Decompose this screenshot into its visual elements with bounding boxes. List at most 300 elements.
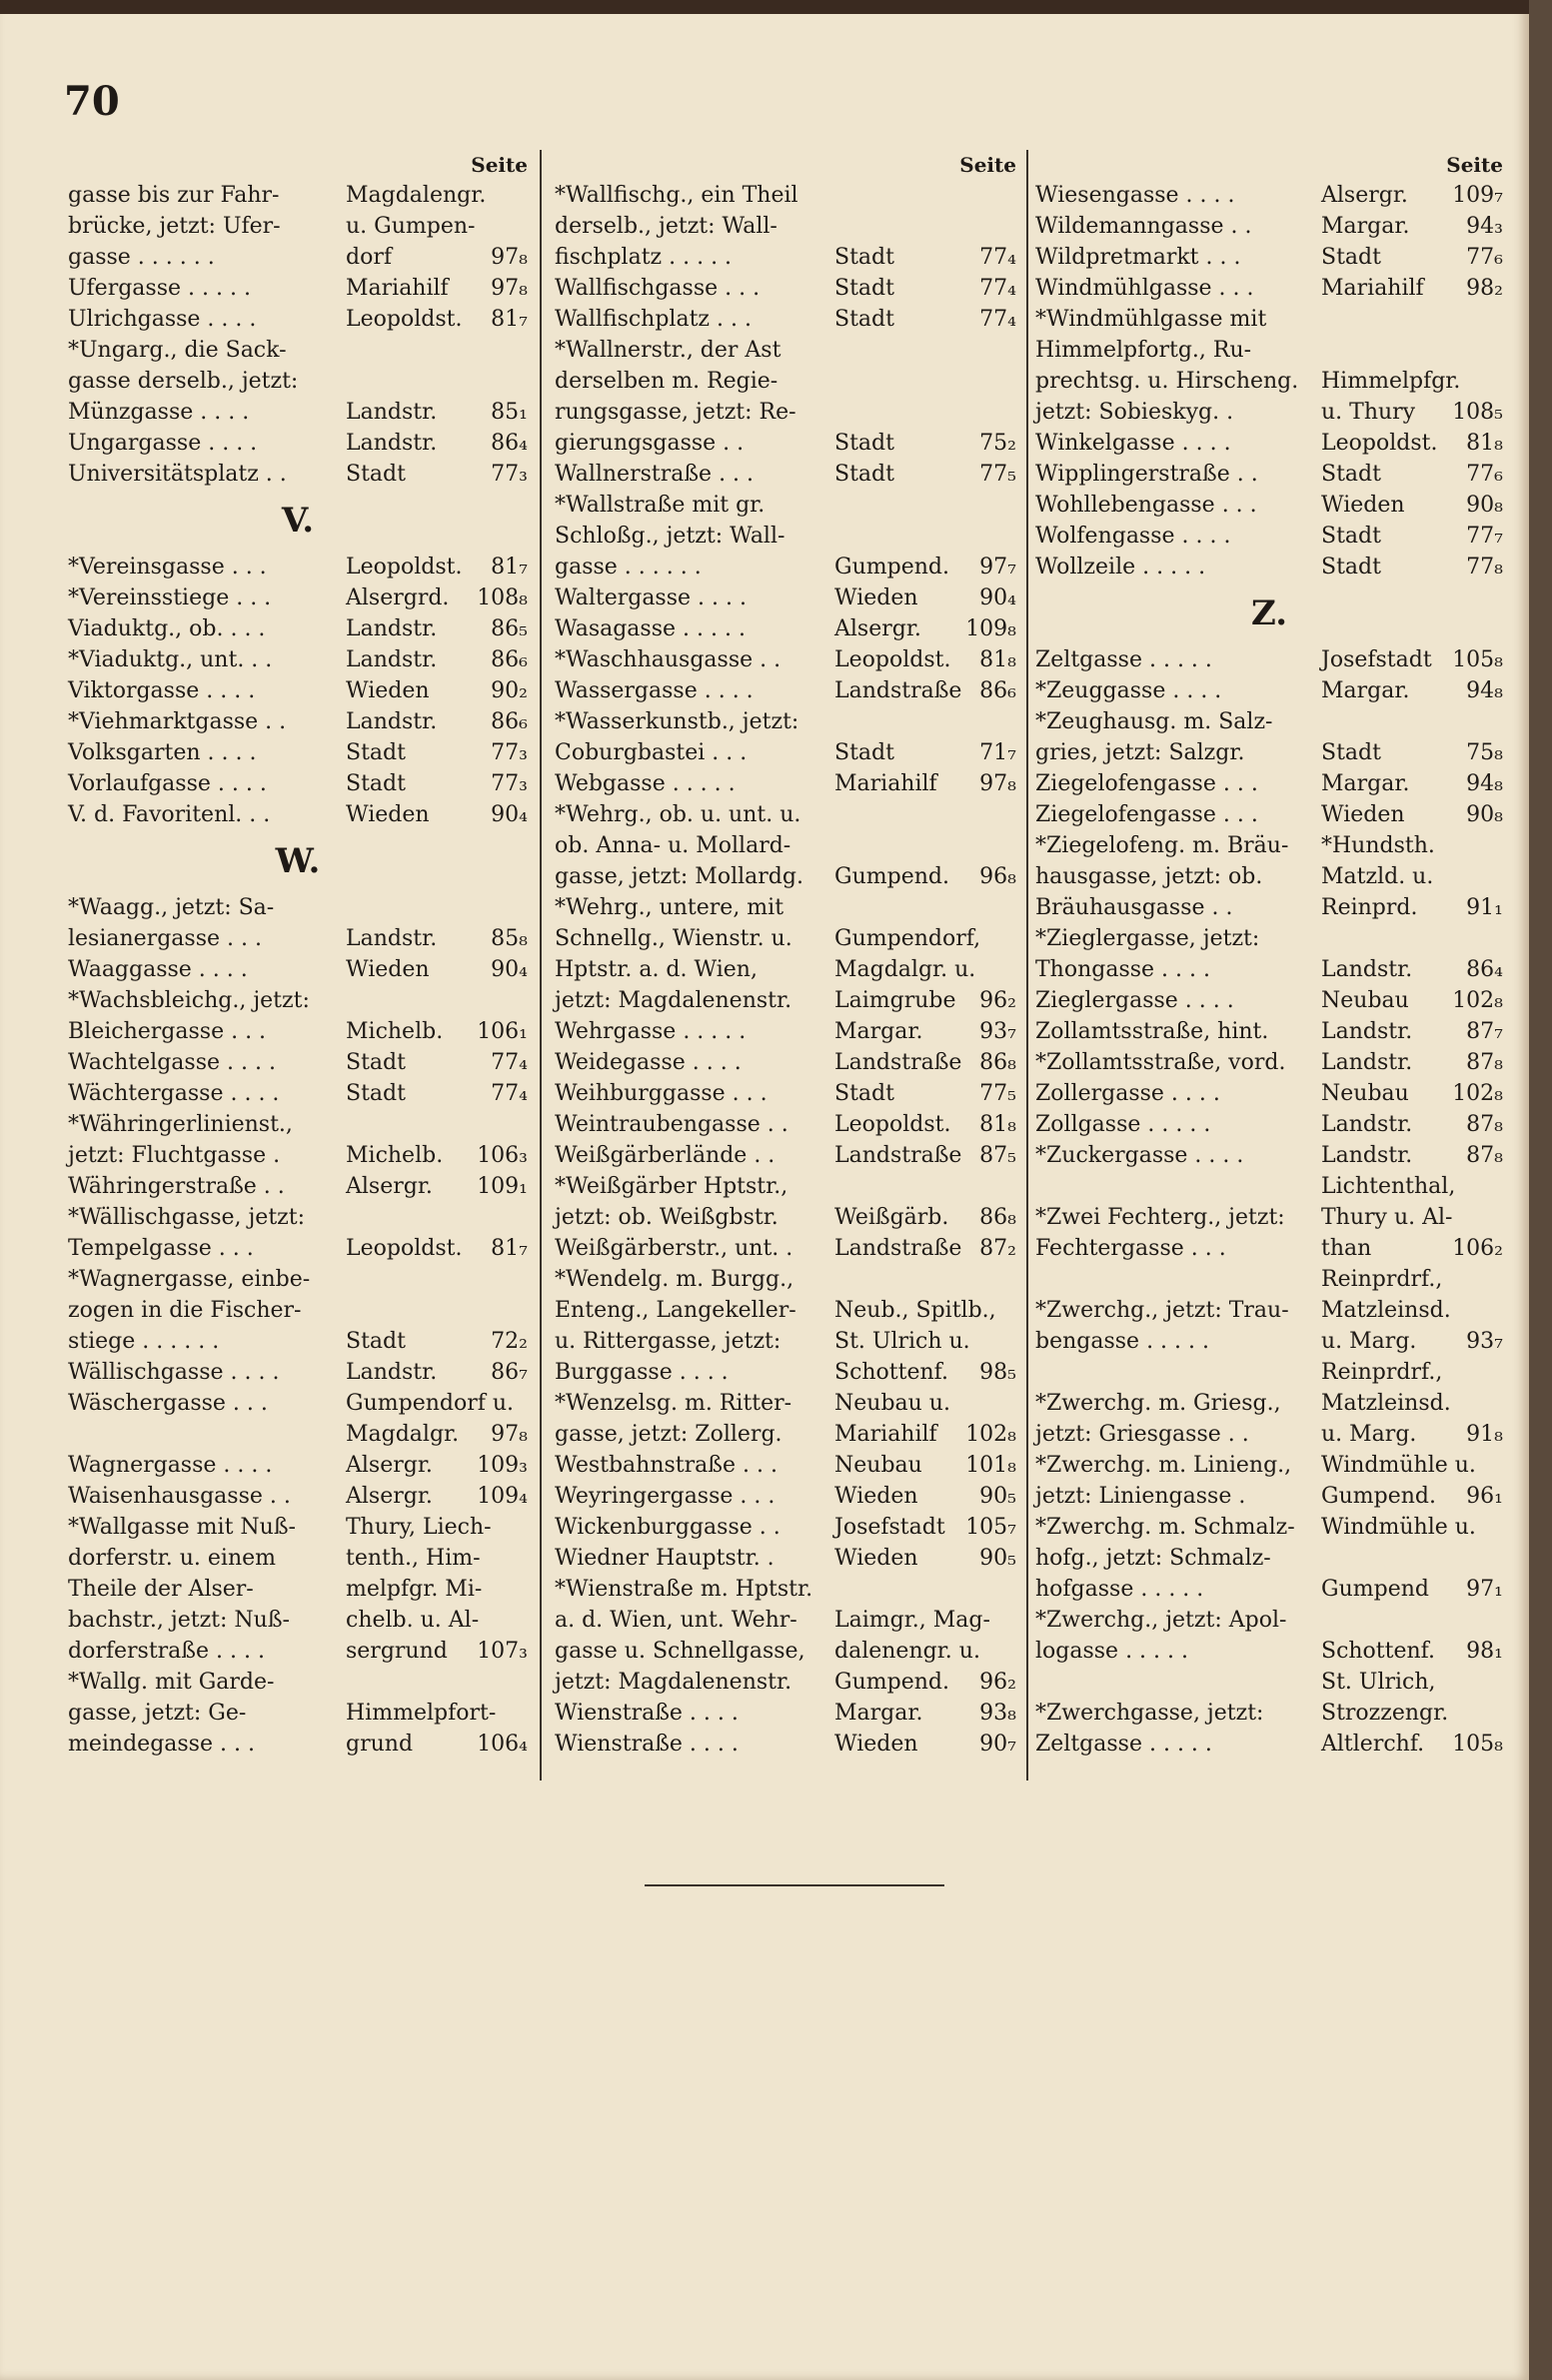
index-entry — [68, 644, 528, 675]
street-name: *Wallg. mit Garde- — [68, 1670, 275, 1695]
district-name: Weißgärb. — [834, 1205, 949, 1230]
street-name: bachstr., jetzt: Nuß- — [68, 1608, 290, 1633]
street-name: derselben m. Regie- — [555, 369, 778, 394]
index-entry — [555, 706, 1016, 737]
street-name: Windmühlgasse . . . — [1035, 276, 1254, 301]
index-entry — [68, 737, 528, 768]
street-name: rungsgasse, jetzt: Re- — [555, 400, 796, 425]
street-name: Schloßg., jetzt: Wall- — [555, 524, 785, 549]
street-name: Fechtergasse . . . — [1035, 1236, 1226, 1261]
index-entry — [555, 1264, 1016, 1295]
street-name: Wagnergasse . . . . — [68, 1453, 273, 1478]
district-name: sergrund — [346, 1639, 448, 1664]
street-name: Ungargasse . . . . — [68, 431, 258, 456]
index-entry — [68, 1419, 528, 1450]
street-name: *Ungarg., die Sack- — [68, 338, 287, 363]
street-name: ob. Anna- u. Mollard- — [555, 833, 791, 858]
street-name: Westbahnstraße . . . — [555, 1453, 777, 1478]
index-entry — [68, 892, 528, 923]
page-reference: 71₇ — [979, 740, 1016, 765]
index-entry — [555, 1729, 1016, 1760]
index-entry — [555, 799, 1016, 830]
district-name: Windmühle u. — [1321, 1515, 1476, 1540]
district-name: chelb. u. Al- — [346, 1608, 480, 1633]
street-name: derselb., jetzt: Wall- — [555, 214, 777, 239]
district-name: Stadt — [1321, 462, 1381, 487]
street-name: zogen in die Fischer- — [68, 1298, 302, 1323]
index-entry — [555, 366, 1016, 397]
page-reference: 96₈ — [979, 864, 1016, 889]
street-name: gasse . . . . . . — [555, 555, 702, 580]
street-name: jetzt: Griesgasse . . — [1035, 1422, 1249, 1447]
index-entry — [68, 1667, 528, 1698]
district-name: Landstr. — [346, 926, 438, 951]
street-name: Ziegelofengasse . . . — [1035, 771, 1258, 796]
index-entry — [555, 1047, 1016, 1078]
district-name: Altlerchf. — [1321, 1732, 1425, 1757]
index-entry — [555, 335, 1016, 366]
index-entry — [68, 552, 528, 583]
district-name: melpfgr. Mi- — [346, 1577, 483, 1602]
street-name: Zeltgasse . . . . . — [1035, 1732, 1212, 1757]
end-rule — [645, 1884, 944, 1886]
street-name: Universitätsplatz . . — [68, 462, 287, 487]
page-reference: 77₄ — [979, 276, 1016, 301]
page-reference: 86₈ — [979, 1205, 1016, 1230]
index-entry — [555, 1326, 1016, 1357]
street-name: meindegasse . . . — [68, 1732, 255, 1757]
street-name: *Wallgasse mit Nuß- — [68, 1515, 296, 1540]
district-name: Leopoldst. — [834, 1112, 951, 1137]
street-name: Volksgarten . . . . — [68, 740, 257, 765]
district-name: u. Thury — [1321, 400, 1416, 425]
street-name: Wiesengasse . . . . — [1035, 183, 1235, 208]
street-name: Zollamtsstraße, hint. — [1035, 1019, 1269, 1044]
index-entry — [1035, 1419, 1503, 1450]
street-name: Wienstraße . . . . — [555, 1701, 739, 1726]
district-name: Reinprd. — [1321, 895, 1418, 920]
district-name: Landstr. — [1321, 1050, 1413, 1075]
district-name: Mariahilf — [834, 1422, 937, 1447]
street-name: Zeltgasse . . . . . — [1035, 647, 1212, 672]
index-entry — [68, 335, 528, 366]
district-name: Stadt — [834, 462, 894, 487]
district-name: Landstraße — [834, 1236, 962, 1261]
district-name: Himmelpfgr. — [1321, 369, 1461, 394]
index-entry — [68, 768, 528, 799]
district-name: Windmühle u. — [1321, 1453, 1476, 1478]
district-name: Landstraße — [834, 1050, 962, 1075]
street-name: *Wienstraße m. Hptstr. — [555, 1577, 813, 1602]
page-reference: 75₂ — [979, 431, 1016, 456]
index-entry — [555, 892, 1016, 923]
index-entry — [68, 706, 528, 737]
street-name: Bleichergasse . . . — [68, 1019, 267, 1044]
district-name: Alsergr. — [346, 1174, 433, 1199]
street-name: *Zeuggasse . . . . — [1035, 678, 1222, 703]
index-entry — [1035, 552, 1503, 583]
index-entry — [1035, 211, 1503, 242]
district-name: Wieden — [346, 678, 430, 703]
page-reference: 90₈ — [1466, 493, 1503, 518]
district-name: Wieden — [834, 586, 918, 610]
district-name: Wieden — [1321, 493, 1405, 518]
street-name: *Zwerchgasse, jetzt: — [1035, 1701, 1264, 1726]
district-name: u. Marg. — [1321, 1422, 1417, 1447]
page-reference: 109₇ — [1452, 183, 1503, 208]
street-name: Waltergasse . . . . — [555, 586, 747, 610]
street-name: Tempelgasse . . . — [68, 1236, 254, 1261]
street-name: hofgasse . . . . . — [1035, 1577, 1204, 1602]
index-entry — [68, 954, 528, 985]
page-reference: 81₇ — [491, 555, 528, 580]
index-entry — [1035, 799, 1503, 830]
street-name: *Zollamtsstraße, vord. — [1035, 1050, 1286, 1075]
street-name: Wäschergasse . . . — [68, 1391, 268, 1416]
index-entry — [555, 737, 1016, 768]
index-entry — [555, 211, 1016, 242]
street-name: Wienstraße . . . . — [555, 1732, 739, 1757]
page-reference: 86₆ — [491, 709, 528, 734]
index-entry — [1035, 768, 1503, 799]
index-entry — [68, 1233, 528, 1264]
index-entry — [68, 211, 528, 242]
index-entry — [555, 1450, 1016, 1481]
street-name: *Wehrg., untere, mit — [555, 895, 784, 920]
street-name: Wipplingerstraße . . — [1035, 462, 1258, 487]
district-name: Wieden — [346, 802, 430, 827]
index-entry — [68, 613, 528, 644]
page-reference: 106₃ — [477, 1143, 528, 1168]
street-name: *Wagnergasse, einbe- — [68, 1267, 311, 1292]
index-entry — [555, 1605, 1016, 1636]
index-entry — [1035, 1140, 1503, 1171]
index-entry — [555, 583, 1016, 613]
district-name: Wieden — [834, 1546, 918, 1571]
index-entry — [555, 1481, 1016, 1512]
district-name: Stadt — [346, 1081, 406, 1106]
district-name: Landstr. — [1321, 1019, 1413, 1044]
district-name: tenth., Him- — [346, 1546, 481, 1571]
page-reference: 85₈ — [491, 926, 528, 951]
index-entry — [1035, 954, 1503, 985]
index-entry — [1035, 1109, 1503, 1140]
page-reference: 86₆ — [979, 678, 1016, 703]
district-name: Leopoldst. — [834, 647, 951, 672]
street-name: Waisenhausgasse . . — [68, 1484, 291, 1509]
page-reference: 90₄ — [491, 957, 528, 982]
street-name: *Viehmarktgasse . . — [68, 709, 287, 734]
index-entry — [68, 304, 528, 335]
page-number: 70 — [64, 78, 120, 125]
page-reference: 87₈ — [1466, 1112, 1503, 1137]
district-name: Leopoldst. — [1321, 431, 1438, 456]
district-name: Landstr. — [346, 400, 438, 425]
page-reference: 91₈ — [1466, 1422, 1503, 1447]
index-entry — [555, 985, 1016, 1016]
index-entry — [1035, 490, 1503, 521]
index-entry — [68, 799, 528, 830]
street-name: gasse, jetzt: Mollardg. — [555, 864, 803, 889]
district-name: Stadt — [1321, 555, 1381, 580]
district-name: Margar. — [1321, 678, 1410, 703]
page-reference: 109₃ — [477, 1453, 528, 1478]
index-entry — [555, 1202, 1016, 1233]
street-name: Wällischgasse . . . . — [68, 1360, 280, 1385]
page-reference: 109₈ — [965, 616, 1016, 641]
street-name: *Vereinsgasse . . . — [68, 555, 267, 580]
index-entry — [1035, 1605, 1503, 1636]
district-name: Landstr. — [1321, 1143, 1413, 1168]
index-entry — [1035, 737, 1503, 768]
index-entry — [68, 1512, 528, 1543]
page-reference: 97₇ — [979, 555, 1016, 580]
index-entry — [68, 1729, 528, 1760]
index-entry — [68, 1140, 528, 1171]
index-entry — [555, 180, 1016, 211]
index-entry — [1035, 366, 1503, 397]
street-name: dorferstr. u. einem — [68, 1546, 277, 1571]
district-name: Stadt — [834, 307, 894, 332]
index-entry — [555, 1698, 1016, 1729]
street-name: *Zieglergasse, jetzt: — [1035, 926, 1260, 951]
street-name: jetzt: Magdalenenstr. — [555, 988, 792, 1013]
index-entry — [1035, 521, 1503, 552]
page-reference: 86₇ — [491, 1360, 528, 1385]
index-entry — [555, 1574, 1016, 1605]
index-entry — [555, 954, 1016, 985]
page-reference: 86₆ — [491, 647, 528, 672]
index-entry — [1035, 1326, 1503, 1357]
index-entry — [68, 1171, 528, 1202]
street-name: *Weißgärber Hptstr., — [555, 1174, 788, 1199]
district-name: Thury u. Al- — [1321, 1205, 1453, 1230]
page-reference: 108₈ — [477, 586, 528, 610]
index-entry — [1035, 1667, 1503, 1698]
district-name: Alsergrd. — [346, 586, 450, 610]
index-entry — [68, 1636, 528, 1667]
page-reference: 87₅ — [979, 1143, 1016, 1168]
index-entry — [68, 1016, 528, 1047]
street-name: dorferstraße . . . . — [68, 1639, 265, 1664]
page-reference: 109₄ — [477, 1484, 528, 1509]
index-entry — [68, 1388, 528, 1419]
district-name: Mariahilf — [1321, 276, 1424, 301]
page-reference: 86₄ — [491, 431, 528, 456]
street-name: stiege . . . . . . — [68, 1329, 220, 1354]
district-name: Margar. — [1321, 214, 1410, 239]
page-reference: 94₃ — [1466, 214, 1503, 239]
index-entry — [555, 1078, 1016, 1109]
index-entry — [555, 1512, 1016, 1543]
page-reference: 97₈ — [491, 245, 528, 270]
page-reference: 90₅ — [979, 1484, 1016, 1509]
street-name: Viaduktg., ob. . . . — [68, 616, 266, 641]
index-entry — [68, 1202, 528, 1233]
district-name: grund — [346, 1732, 414, 1757]
street-name: Wollzeile . . . . . — [1035, 555, 1206, 580]
index-column-3 — [1035, 150, 1503, 1760]
district-name: Mariahilf — [346, 276, 449, 301]
street-name: brücke, jetzt: Ufer- — [68, 214, 281, 239]
index-entry — [555, 1636, 1016, 1667]
index-entry — [555, 552, 1016, 583]
district-name: than — [1321, 1236, 1372, 1261]
page-reference: 96₂ — [979, 1670, 1016, 1695]
street-name: gasse . . . . . . — [68, 245, 215, 270]
index-entry — [1035, 1016, 1503, 1047]
index-entry — [68, 583, 528, 613]
page-reference: 97₁ — [1466, 1577, 1503, 1602]
page-reference: 102₈ — [1452, 988, 1503, 1013]
page-reference: 93₈ — [979, 1701, 1016, 1726]
page-reference: 86₈ — [979, 1050, 1016, 1075]
district-name: Mariahilf — [834, 771, 937, 796]
index-entry — [1035, 1698, 1503, 1729]
street-name: *Zwerchg., jetzt: Trau- — [1035, 1298, 1289, 1323]
page-top-edge — [0, 0, 1529, 14]
index-entry — [68, 1078, 528, 1109]
district-name: Landstr. — [346, 709, 438, 734]
district-name: u. Gumpen- — [346, 214, 476, 239]
page-reference: 77₈ — [1466, 555, 1503, 580]
index-entry — [1035, 1264, 1503, 1295]
page-reference: 106₁ — [477, 1019, 528, 1044]
street-name: Zollergasse . . . . — [1035, 1081, 1220, 1106]
index-entry — [1035, 830, 1503, 861]
page-reference: 87₈ — [1466, 1143, 1503, 1168]
street-name: hausgasse, jetzt: ob. — [1035, 864, 1263, 889]
index-entry — [1035, 1233, 1503, 1264]
index-entry — [555, 861, 1016, 892]
index-entry — [555, 1419, 1016, 1450]
index-entry — [555, 1357, 1016, 1388]
page-reference: 90₂ — [491, 678, 528, 703]
street-name: Münzgasse . . . . — [68, 400, 250, 425]
street-name: hofg., jetzt: Schmalz- — [1035, 1546, 1271, 1571]
index-entry — [555, 1667, 1016, 1698]
index-entry — [555, 923, 1016, 954]
street-name: Bräuhausgasse . . — [1035, 895, 1233, 920]
index-entry — [1035, 706, 1503, 737]
page-reference: 77₅ — [979, 1081, 1016, 1106]
street-name: bengasse . . . . . — [1035, 1329, 1210, 1354]
letter-heading: W. — [275, 841, 321, 881]
column-divider — [540, 150, 542, 1781]
page-reference: 87₇ — [1466, 1019, 1503, 1044]
street-name: *Wallfischg., ein Theil — [555, 183, 798, 208]
district-name: Gumpend. — [834, 864, 949, 889]
street-name: *Wasserkunstb., jetzt: — [555, 709, 799, 734]
street-name: Wehrgasse . . . . . — [555, 1019, 747, 1044]
street-name: Hptstr. a. d. Wien, — [555, 957, 758, 982]
street-name: Zieglergasse . . . . — [1035, 988, 1234, 1013]
page-reference: 90₅ — [979, 1546, 1016, 1571]
index-entry — [1035, 304, 1503, 335]
district-name: dalenengr. u. — [834, 1639, 980, 1664]
index-entry — [1035, 1729, 1503, 1760]
district-name: Schottenf. — [1321, 1639, 1436, 1664]
street-name: gierungsgasse . . — [555, 431, 745, 456]
district-name: Josefstadt — [834, 1515, 945, 1540]
district-name: Stadt — [834, 276, 894, 301]
index-entry — [555, 304, 1016, 335]
index-entry — [555, 1388, 1016, 1419]
index-entry — [555, 644, 1016, 675]
seite-label: Seite — [959, 153, 1016, 177]
index-entry — [555, 1295, 1016, 1326]
index-entry — [68, 1264, 528, 1295]
index-entry — [1035, 397, 1503, 428]
street-name: Ufergasse . . . . . — [68, 276, 251, 301]
street-name: Burggasse . . . . — [555, 1360, 729, 1385]
index-entry — [1035, 242, 1503, 273]
index-entry — [68, 1295, 528, 1326]
index-entry — [555, 490, 1016, 521]
index-entry — [555, 459, 1016, 490]
index-entry — [555, 613, 1016, 644]
index-entry — [1035, 273, 1503, 304]
index-entry — [1035, 1078, 1503, 1109]
page-reference: 96₁ — [1466, 1484, 1503, 1509]
district-name: Wieden — [1321, 802, 1405, 827]
index-entry — [1035, 1202, 1503, 1233]
street-name: u. Rittergasse, jetzt: — [555, 1329, 781, 1354]
index-entry — [1035, 675, 1503, 706]
district-name: Landstr. — [1321, 957, 1413, 982]
page-reference: 106₄ — [477, 1732, 528, 1757]
street-name: V. d. Favoritenl. . . — [68, 802, 271, 827]
street-name: *Währingerlinienst., — [68, 1112, 293, 1137]
street-name: Wallfischgasse . . . — [555, 276, 761, 301]
index-entry — [555, 273, 1016, 304]
index-entry — [555, 1140, 1016, 1171]
index-entry — [1035, 1574, 1503, 1605]
index-entry — [68, 366, 528, 397]
district-name: Magdalgr. — [346, 1422, 460, 1447]
street-name: *Zwei Fechterg., jetzt: — [1035, 1205, 1285, 1230]
street-name: gasse u. Schnellgasse, — [555, 1639, 805, 1664]
district-name: Wieden — [346, 957, 430, 982]
street-name: gasse, jetzt: Zollerg. — [555, 1422, 782, 1447]
street-name: *Wachsbleichg., jetzt: — [68, 988, 310, 1013]
page-reference: 98₂ — [1466, 276, 1503, 301]
page-reference: 77₄ — [491, 1081, 528, 1106]
street-name: *Wallnerstr., der Ast — [555, 338, 781, 363]
street-name: Ziegelofengasse . . . — [1035, 802, 1258, 827]
street-name: Weidegasse . . . . — [555, 1050, 742, 1075]
street-name: a. d. Wien, unt. Wehr- — [555, 1608, 797, 1633]
district-name: Landstr. — [346, 1360, 438, 1385]
page-reference: 77₆ — [1466, 462, 1503, 487]
district-name: Stadt — [1321, 245, 1381, 270]
index-entry — [68, 1450, 528, 1481]
district-name: Reinprdrf., — [1321, 1360, 1443, 1385]
page-reference: 97₈ — [491, 1422, 528, 1447]
district-name: *Hundsth. — [1321, 833, 1435, 858]
street-name: *Ziegelofeng. m. Bräu- — [1035, 833, 1289, 858]
page-reference: 102₈ — [965, 1422, 1016, 1447]
index-entry — [68, 397, 528, 428]
district-name: Margar. — [1321, 771, 1410, 796]
page-reference: 77₄ — [491, 1050, 528, 1075]
index-entry — [1035, 861, 1503, 892]
street-name: Schnellg., Wienstr. u. — [555, 926, 792, 951]
street-name: Webgasse . . . . . — [555, 771, 736, 796]
street-name: prechtsg. u. Hirscheng. — [1035, 369, 1299, 394]
street-name: Enteng., Langekeller- — [555, 1298, 796, 1323]
page-reference: 77₇ — [1466, 524, 1503, 549]
